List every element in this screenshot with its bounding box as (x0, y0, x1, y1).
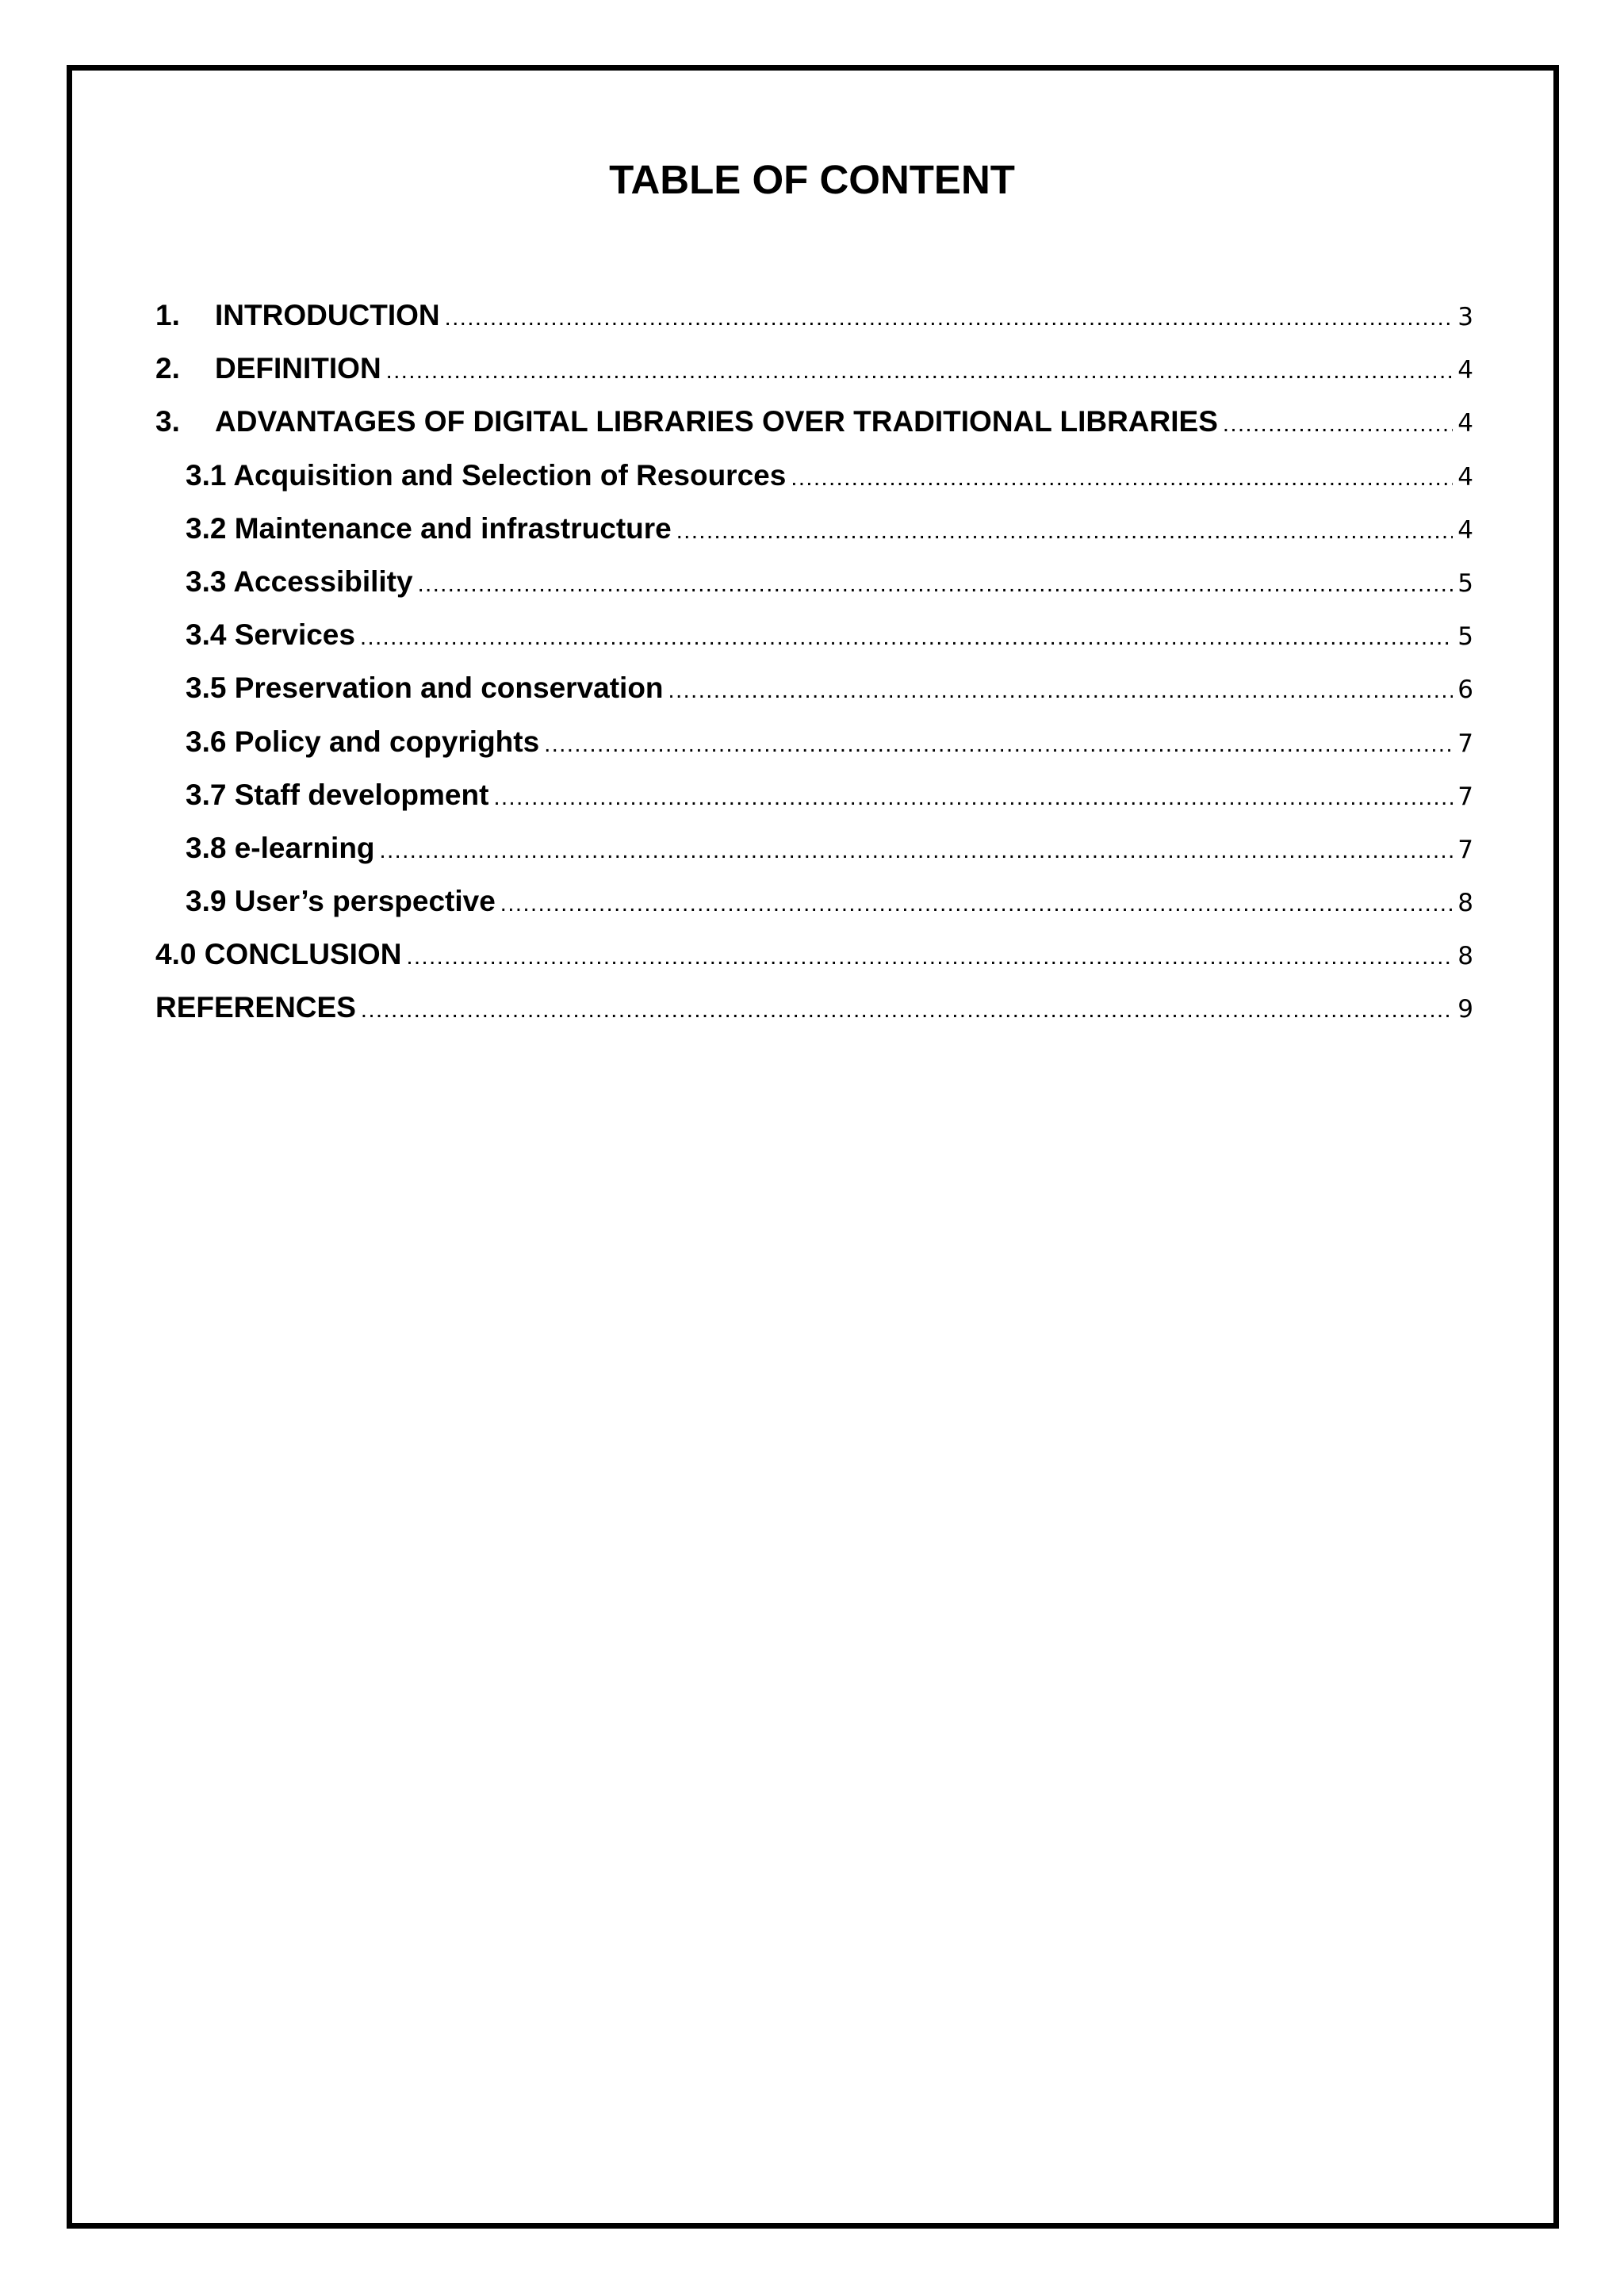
toc-entry-label: 3.4 Services (186, 618, 355, 652)
toc-entry-page: 6 (1457, 675, 1473, 705)
toc-entry-page: 7 (1457, 729, 1473, 758)
toc-dot-leader (361, 984, 1453, 1037)
toc-entry-label: 3.8 e-learning (186, 831, 375, 864)
toc-entry-number: 3. (155, 405, 180, 438)
toc-dot-leader (493, 771, 1453, 825)
toc-entry-page: 5 (1457, 568, 1473, 598)
toc-entry-page: 7 (1457, 782, 1473, 811)
toc-entry-e-learning[interactable] (155, 821, 1473, 874)
toc-dot-leader (406, 931, 1453, 984)
toc-entry-number: 2. (155, 352, 180, 385)
toc-entry-advantages[interactable] (155, 395, 1473, 448)
toc-entry-accessibility[interactable] (155, 555, 1473, 608)
toc-entry-conclusion[interactable] (155, 928, 1473, 981)
toc-entry-label: REFERENCES (155, 991, 356, 1024)
page-title: TABLE OF CONTENT (609, 157, 1015, 202)
toc-entry-users-perspective[interactable] (155, 874, 1473, 928)
toc-entry-page: 4 (1457, 462, 1473, 492)
toc-entry-label: 3.7 Staff development (186, 778, 489, 811)
toc-entry-label: 3.1 Acquisition and Selection of Resources (186, 458, 787, 492)
toc-dot-leader (544, 718, 1453, 771)
toc-entry-label: ADVANTAGES OF DIGITAL LIBRARIES OVER TRADITIONAL LIBRARIES (215, 405, 1218, 438)
toc-dot-leader (386, 345, 1454, 398)
toc-entry-page: 4 (1457, 356, 1473, 385)
toc-entry-number: 1. (155, 299, 180, 331)
toc-dot-leader (360, 611, 1453, 664)
toc-dot-leader (668, 664, 1454, 718)
toc-entry-introduction[interactable] (155, 289, 1473, 342)
toc-list (155, 289, 1473, 1035)
toc-entry-label: 3.5 Preservation and conservation (186, 672, 664, 705)
toc-dot-leader (500, 878, 1453, 931)
toc-dot-leader (418, 558, 1454, 611)
toc-entry-page: 7 (1457, 835, 1473, 864)
toc-entry-page: 3 (1457, 303, 1473, 331)
toc-entry-page: 8 (1457, 942, 1473, 971)
toc-entry-policy[interactable] (155, 715, 1473, 768)
toc-dot-leader (1223, 398, 1453, 451)
toc-entry-page: 4 (1457, 515, 1473, 545)
toc-entry-label: 3.2 Maintenance and infrastructure (186, 511, 672, 545)
toc-entry-page: 4 (1457, 409, 1473, 438)
toc-entry-definition[interactable] (155, 342, 1473, 395)
toc-dot-leader (676, 505, 1454, 558)
toc-entry-acquisition[interactable] (155, 449, 1473, 502)
toc-entry-page: 5 (1457, 622, 1473, 652)
toc-dot-leader (445, 292, 1454, 345)
toc-entry-services[interactable] (155, 608, 1473, 661)
toc-entry-page: 8 (1457, 889, 1473, 918)
toc-entry-preservation[interactable] (155, 661, 1473, 714)
toc-entry-label: INTRODUCTION (215, 299, 440, 331)
toc-entry-page: 9 (1457, 995, 1473, 1024)
toc-entry-label: DEFINITION (215, 352, 381, 385)
toc-entry-references[interactable] (155, 981, 1473, 1034)
toc-entry-maintenance[interactable] (155, 502, 1473, 555)
toc-entry-staff-development[interactable] (155, 768, 1473, 821)
toc-entry-label: 3.3 Accessibility (186, 564, 413, 598)
toc-entry-label: 3.9 User’s perspective (186, 885, 496, 918)
toc-dot-leader (791, 452, 1453, 505)
toc-entry-label: 3.6 Policy and copyrights (186, 725, 540, 758)
toc-entry-label: 4.0 CONCLUSION (155, 938, 402, 971)
toc-dot-leader (380, 825, 1454, 878)
